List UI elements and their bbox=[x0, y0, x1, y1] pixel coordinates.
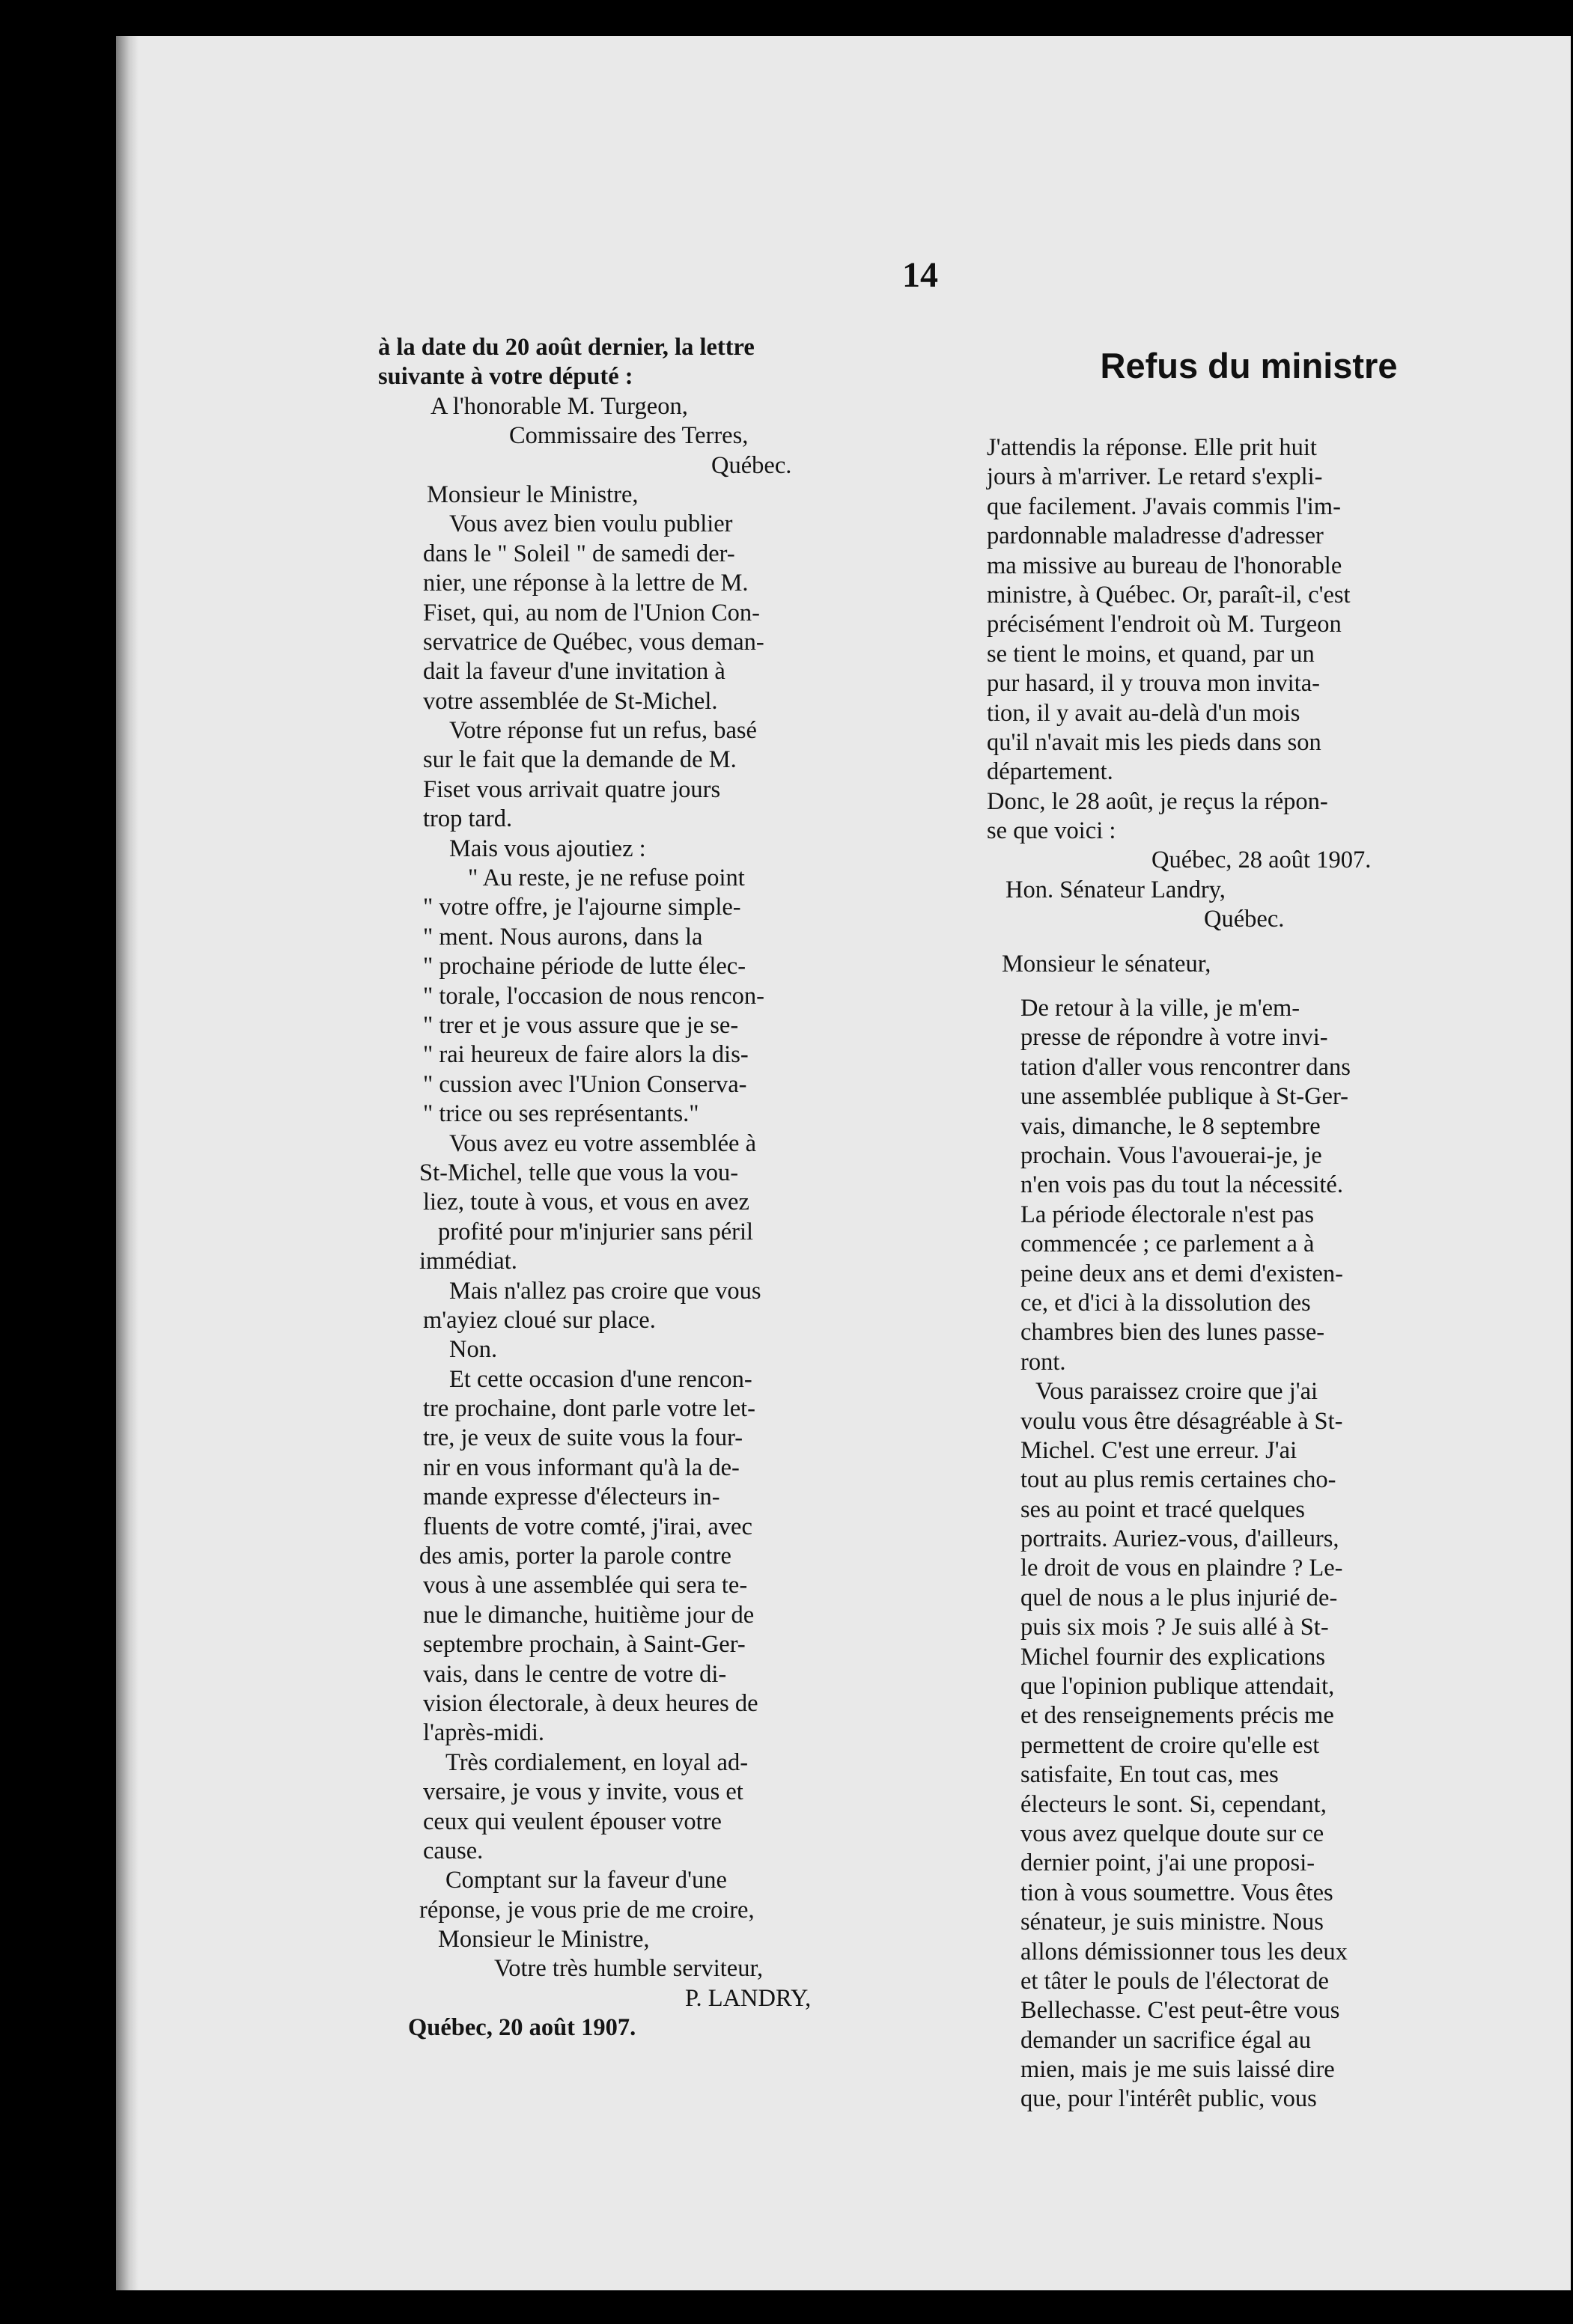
text-line: septembre prochain, à Saint-Ger- bbox=[423, 1631, 746, 1659]
text-line: profité pour m'injurier sans péril bbox=[438, 1218, 754, 1245]
text-line: prochain. Vous l'avouerai-je, je bbox=[1020, 1141, 1322, 1169]
text-line: Bellechasse. C'est peut-être vous bbox=[1020, 1997, 1340, 2025]
text-line: voulu vous être désagréable à St- bbox=[1020, 1407, 1343, 1435]
text-line: pardonnable maladresse d'adresser bbox=[987, 522, 1324, 550]
text-line: nir en vous informant qu'à la de- bbox=[423, 1454, 740, 1481]
text-line: " cussion avec l'Union Conserva- bbox=[423, 1070, 747, 1098]
text-line: presse de répondre à votre invi- bbox=[1020, 1024, 1328, 1052]
text-line: Monsieur le Ministre, bbox=[438, 1926, 650, 1954]
text-line: Michel. C'est une erreur. J'ai bbox=[1020, 1436, 1297, 1464]
text-line: " Au reste, je ne refuse point bbox=[468, 864, 745, 892]
text-line: La période électorale n'est pas bbox=[1020, 1201, 1315, 1228]
text-line: Monsieur le sénateur, bbox=[1002, 950, 1211, 978]
text-line: St-Michel, telle que vous la vou- bbox=[419, 1159, 739, 1186]
text-line: Très cordialement, en loyal ad- bbox=[445, 1748, 749, 1776]
text-line: chambres bien des lunes passe- bbox=[1020, 1319, 1325, 1346]
paragraph-gap bbox=[987, 979, 1511, 994]
text-line: Et cette occasion d'une rencon- bbox=[449, 1365, 752, 1393]
text-line: mien, mais je me suis laissé dire bbox=[1020, 2056, 1335, 2084]
text-line: dernier point, j'ai une proposi- bbox=[1020, 1849, 1315, 1877]
text-line: tion à vous soumettre. Vous êtes bbox=[1020, 1879, 1333, 1906]
text-line: satisfaite, En tout cas, mes bbox=[1020, 1761, 1279, 1789]
text-line: " prochaine période de lutte élec- bbox=[423, 953, 746, 980]
text-line: liez, toute à vous, et vous en avez bbox=[423, 1189, 749, 1216]
text-line: département. bbox=[987, 758, 1113, 786]
text-line: qu'il n'avait mis les pieds dans son bbox=[987, 728, 1321, 756]
text-line: tre prochaine, dont parle votre let- bbox=[423, 1395, 755, 1423]
text-line: ses au point et tracé quelques bbox=[1020, 1495, 1305, 1523]
text-line: Michel fournir des explications bbox=[1020, 1643, 1326, 1671]
text-line: Vous avez bien voulu publier bbox=[449, 510, 733, 538]
text-line: Québec, 28 août 1907. bbox=[1151, 847, 1372, 874]
page-binding-edge bbox=[116, 36, 139, 2290]
text-line: P. LANDRY, bbox=[685, 1984, 812, 2012]
text-line: Fiset, qui, au nom de l'Union Con- bbox=[423, 599, 761, 626]
text-line: A l'honorable M. Turgeon, bbox=[430, 392, 688, 420]
text-line: " ment. Nous aurons, dans la bbox=[423, 923, 703, 951]
text-line: nue le dimanche, huitième jour de bbox=[423, 1601, 755, 1629]
text-line: tion, il y avait au-delà d'un mois bbox=[987, 699, 1300, 727]
text-line: " rai heureux de faire alors la dis- bbox=[423, 1041, 749, 1069]
text-line: le droit de vous en plaindre ? Le- bbox=[1020, 1555, 1343, 1582]
text-line: vais, dimanche, le 8 septembre bbox=[1020, 1112, 1321, 1140]
right-column bbox=[987, 342, 1511, 2114]
text-line: immédiat. bbox=[419, 1248, 517, 1275]
text-line: une assemblée publique à St-Ger- bbox=[1020, 1083, 1348, 1111]
paragraph-gap bbox=[987, 935, 1511, 950]
text-line: Vous avez eu votre assemblée à bbox=[449, 1129, 757, 1157]
text-line: ministre, à Québec. Or, paraît-il, c'est bbox=[987, 581, 1351, 609]
text-line: votre assemblée de St-Michel. bbox=[423, 687, 718, 715]
text-line: Non. bbox=[449, 1336, 498, 1364]
text-line: suivante à votre député : bbox=[378, 363, 633, 391]
text-line: vous à une assemblée qui sera te- bbox=[423, 1572, 748, 1599]
text-line: commencée ; ce parlement a à bbox=[1020, 1230, 1315, 1258]
section-title: Refus du ministre bbox=[1100, 346, 1398, 385]
text-line: dans le " Soleil " de samedi der- bbox=[423, 540, 735, 567]
text-line: portraits. Auriez-vous, d'ailleurs, bbox=[1020, 1525, 1339, 1553]
text-line: versaire, je vous y invite, vous et bbox=[423, 1778, 743, 1806]
text-line: m'ayiez cloué sur place. bbox=[423, 1306, 656, 1334]
text-line: J'attendis la réponse. Elle prit huit bbox=[987, 434, 1317, 461]
text-line: vous avez quelque doute sur ce bbox=[1020, 1820, 1324, 1847]
text-line: Votre très humble serviteur, bbox=[494, 1955, 764, 1983]
text-line: et des renseignements précis me bbox=[1020, 1702, 1334, 1730]
text-line: Québec, 20 août 1907. bbox=[408, 2014, 636, 2042]
text-line: demander un sacrifice égal au bbox=[1020, 2026, 1311, 2054]
text-line: jours à m'arriver. Le retard s'expli- bbox=[987, 463, 1323, 491]
text-line: précisément l'endroit où M. Turgeon bbox=[987, 611, 1342, 638]
text-line: ceux qui veulent épouser votre bbox=[423, 1808, 722, 1835]
text-line: " trice ou ses représentants." bbox=[423, 1100, 699, 1128]
text-line: Votre réponse fut un refus, basé bbox=[449, 717, 757, 745]
text-line: Mais n'allez pas croire que vous bbox=[449, 1277, 761, 1305]
text-line: que l'opinion publique attendait, bbox=[1020, 1673, 1335, 1701]
text-line: vais, dans le centre de votre di- bbox=[423, 1660, 727, 1688]
text-line: sur le fait que la demande de M. bbox=[423, 746, 737, 774]
text-line: " trer et je vous assure que je se- bbox=[423, 1011, 739, 1039]
text-line: Fiset vous arrivait quatre jours bbox=[423, 775, 721, 803]
text-line: tation d'aller vous rencontrer dans bbox=[1020, 1053, 1351, 1081]
text-line: De retour à la ville, je m'em- bbox=[1020, 995, 1300, 1022]
text-line: puis six mois ? Je suis allé à St- bbox=[1020, 1614, 1329, 1641]
text-line: allons démissionner tous les deux bbox=[1020, 1938, 1348, 1965]
text-line: fluents de votre comté, j'irai, avec bbox=[423, 1513, 752, 1540]
text-line: que, pour l'intérêt public, vous bbox=[1020, 2085, 1317, 2113]
text-line: ront. bbox=[1020, 1348, 1066, 1376]
text-line: des amis, porter la parole contre bbox=[419, 1543, 731, 1570]
text-line: dait la faveur d'une invitation à bbox=[423, 658, 725, 686]
text-line: Comptant sur la faveur d'une bbox=[445, 1867, 727, 1894]
text-line: Vous paraissez croire que j'ai bbox=[1035, 1378, 1318, 1406]
text-line: se tient le moins, et quand, par un bbox=[987, 640, 1315, 668]
text-line: Monsieur le Ministre, bbox=[427, 481, 639, 508]
text-line: pur hasard, il y trouva mon invita- bbox=[987, 670, 1320, 698]
text-line: n'en vois pas du tout la nécessité. bbox=[1020, 1171, 1343, 1199]
text-line: ce, et d'ici à la dissolution des bbox=[1020, 1289, 1311, 1317]
text-line: que facilement. J'avais commis l'im- bbox=[987, 492, 1341, 520]
text-line: vision électorale, à deux heures de bbox=[423, 1689, 758, 1717]
page-number: 14 bbox=[902, 255, 938, 295]
text-line: et tâter le pouls de l'électorat de bbox=[1020, 1967, 1329, 1995]
text-line: tre, je veux de suite vous la four- bbox=[423, 1424, 743, 1452]
text-line: peine deux ans et demi d'existen- bbox=[1020, 1260, 1343, 1287]
text-line: Commissaire des Terres, bbox=[509, 422, 749, 450]
text-line: permettent de croire qu'elle est bbox=[1020, 1731, 1320, 1759]
text-line: à la date du 20 août dernier, la lettre bbox=[378, 334, 755, 361]
text-line: " torale, l'occasion de nous rencon- bbox=[423, 982, 764, 1010]
text-line: Mais vous ajoutiez : bbox=[449, 835, 646, 862]
text-line: ma missive au bureau de l'honorable bbox=[987, 552, 1342, 579]
text-line: cause. bbox=[423, 1837, 484, 1864]
text-line: servatrice de Québec, vous deman- bbox=[423, 628, 764, 656]
text-line: Donc, le 28 août, je reçus la répon- bbox=[987, 787, 1328, 815]
text-line: l'après-midi. bbox=[423, 1719, 544, 1747]
text-line: sénateur, je suis ministre. Nous bbox=[1020, 1909, 1324, 1936]
text-line: réponse, je vous prie de me croire, bbox=[419, 1896, 755, 1924]
text-line: " votre offre, je l'ajourne simple- bbox=[423, 894, 741, 921]
text-line: tout au plus remis certaines cho- bbox=[1020, 1466, 1336, 1494]
left-column bbox=[378, 333, 917, 2043]
text-line: Hon. Sénateur Landry, bbox=[1005, 876, 1226, 903]
text-line: trop tard. bbox=[423, 805, 513, 833]
text-line: Québec. bbox=[711, 451, 792, 479]
text-line: mande expresse d'électeurs in- bbox=[423, 1483, 720, 1511]
text-line: électeurs le sont. Si, cependant, bbox=[1020, 1790, 1327, 1818]
text-line: se que voici : bbox=[987, 817, 1116, 845]
text-line: nier, une réponse à la lettre de M. bbox=[423, 570, 749, 597]
text-line: Québec. bbox=[1204, 906, 1285, 933]
text-line: quel de nous a le plus injurié de- bbox=[1020, 1584, 1338, 1611]
